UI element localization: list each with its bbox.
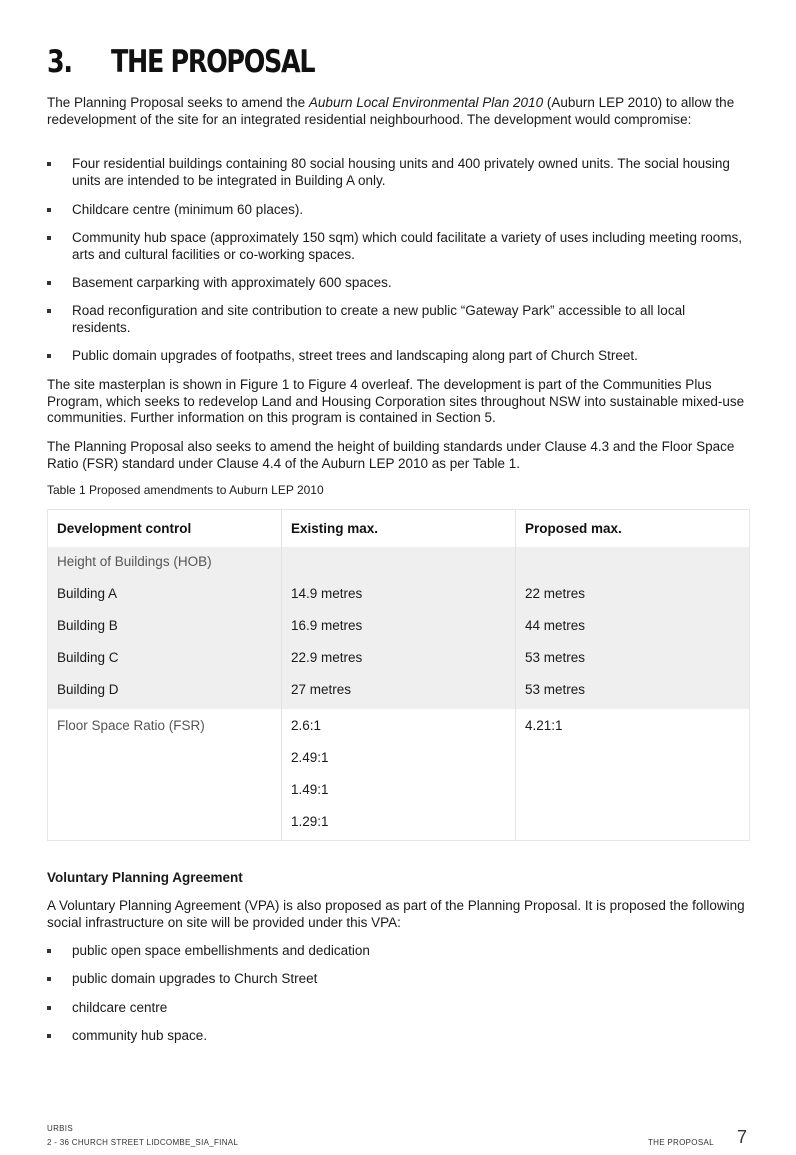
page-title <box>47 44 314 80</box>
existing-fsr: 1.49:1 <box>291 781 329 797</box>
table-row <box>48 547 750 709</box>
table-cell <box>516 547 750 709</box>
proposed-height: 22 metres <box>525 586 586 601</box>
table-row <box>48 709 750 841</box>
masterplan-paragraph: The site masterplan is shown in Figure 1 to Figure 4 overleaf. The development is part of the Communities Plus Program, which seeks to redevelop Land and Housing Corporation sites throughout NSW into sustainable mixed-use communities. Further information on this program is contained in Section 5. <box>47 377 745 425</box>
bullet-marker <box>47 1006 51 1010</box>
proposed-height: 53 metres <box>525 682 586 697</box>
bullet-marker <box>47 281 51 285</box>
list-item-text: Community hub space (approximately 150 sqm) which could facilitate a variety of uses including meeting rooms, arts and cultural facilities or co-working spaces. <box>72 230 743 262</box>
list-item-text: Four residential buildings containing 80 social housing units and 400 privately owned units. The social housing units are intended to be integrated in Building A only. <box>72 156 730 188</box>
list-item <box>47 156 747 189</box>
column-header: Existing max. <box>282 510 516 548</box>
list-item <box>47 943 747 960</box>
list-item-text: Public domain upgrades of footpaths, street trees and landscaping along part of Church Street. <box>72 348 638 363</box>
bullet-marker <box>47 236 51 240</box>
footer-document: 2 - 36 CHURCH STREET LIDCOMBE_SIA_FINAL <box>47 1138 239 1147</box>
list-item <box>47 1000 747 1017</box>
existing-height: 27 metres <box>291 682 352 697</box>
table-cell <box>48 547 282 709</box>
page-number: 7 <box>737 1127 748 1147</box>
list-item-text: Childcare centre (minimum 60 places). <box>72 202 304 217</box>
building-label: Building A <box>57 586 118 601</box>
vpa-paragraph: A Voluntary Planning Agreement (VPA) is also proposed as part of the Planning Proposal. It is proposed the following social infrastructure on site will be provided under this VPA: <box>47 898 745 930</box>
vpa-heading: Voluntary Planning Agreement <box>47 870 243 885</box>
list-item-text: childcare centre <box>72 1000 168 1015</box>
building-label: Building B <box>57 618 118 633</box>
proposed-height: 44 metres <box>525 618 586 633</box>
fsr-label: Floor Space Ratio (FSR) <box>57 717 205 733</box>
list-item-text: community hub space. <box>72 1028 208 1043</box>
intro-plan-name: Auburn Local Environmental Plan 2010 <box>308 95 544 110</box>
table-cell <box>282 709 516 841</box>
column-header: Development control <box>48 510 282 548</box>
existing-height: 14.9 metres <box>291 586 363 601</box>
list-item-text: public domain upgrades to Church Street <box>72 971 318 986</box>
intro-text-start: The Planning Proposal seeks to amend the <box>47 95 309 110</box>
list-item <box>47 1028 747 1045</box>
column-header: Proposed max. <box>516 510 750 548</box>
table-caption: Table 1 Proposed amendments to Auburn LEP 2010 <box>47 483 324 497</box>
table-cell <box>48 709 282 841</box>
bullet-marker <box>47 162 51 166</box>
list-item <box>47 971 747 988</box>
existing-fsr: 1.29:1 <box>291 813 329 829</box>
list-item <box>47 303 747 336</box>
existing-height: 22.9 metres <box>291 650 363 665</box>
table-header-row <box>48 510 750 548</box>
existing-height: 16.9 metres <box>291 618 363 633</box>
bullet-marker <box>47 949 51 953</box>
table-cell <box>516 709 750 841</box>
section-number: 3. <box>47 44 72 80</box>
proposed-height: 53 metres <box>525 650 586 665</box>
intro-text-end: (Auburn LEP 2010) to allow the redevelopment of the site for an integrated residential neighbourhood. The development would compromise: <box>47 95 735 127</box>
intro-paragraph <box>47 95 747 128</box>
height-paragraph: The Planning Proposal also seeks to amend the height of building standards under Clause 4.3 and the Floor Space Ratio (FSR) standard under Clause 4.4 of the Auburn LEP 2010 as per Table 1. <box>47 439 735 471</box>
table-cell <box>282 547 516 709</box>
footer-section: THE PROPOSAL <box>648 1138 714 1147</box>
section-title: THE PROPOSAL <box>110 44 315 80</box>
list-item <box>47 348 747 365</box>
bullet-marker <box>47 1034 51 1038</box>
list-item-text: Road reconfiguration and site contribution to create a new public “Gateway Park” accessible to all local residents. <box>72 303 686 335</box>
footer-company: URBIS <box>47 1124 73 1133</box>
bullet-marker <box>47 208 51 212</box>
list-item <box>47 202 747 219</box>
amendments-table <box>47 509 750 841</box>
building-label: Building D <box>57 682 119 697</box>
list-item <box>47 275 747 292</box>
list-item-text: Basement carparking with approximately 600 spaces. <box>72 275 392 290</box>
bullet-marker <box>47 977 51 981</box>
existing-fsr: 2.49:1 <box>291 749 329 765</box>
proposed-fsr: 4.21:1 <box>525 717 563 733</box>
hob-label: Height of Buildings (HOB) <box>57 554 212 569</box>
bullet-marker <box>47 354 51 358</box>
bullet-marker <box>47 309 51 313</box>
list-item-text: public open space embellishments and dedication <box>72 943 370 958</box>
building-label: Building C <box>57 650 119 665</box>
existing-fsr: 2.6:1 <box>291 717 322 733</box>
list-item <box>47 230 747 263</box>
